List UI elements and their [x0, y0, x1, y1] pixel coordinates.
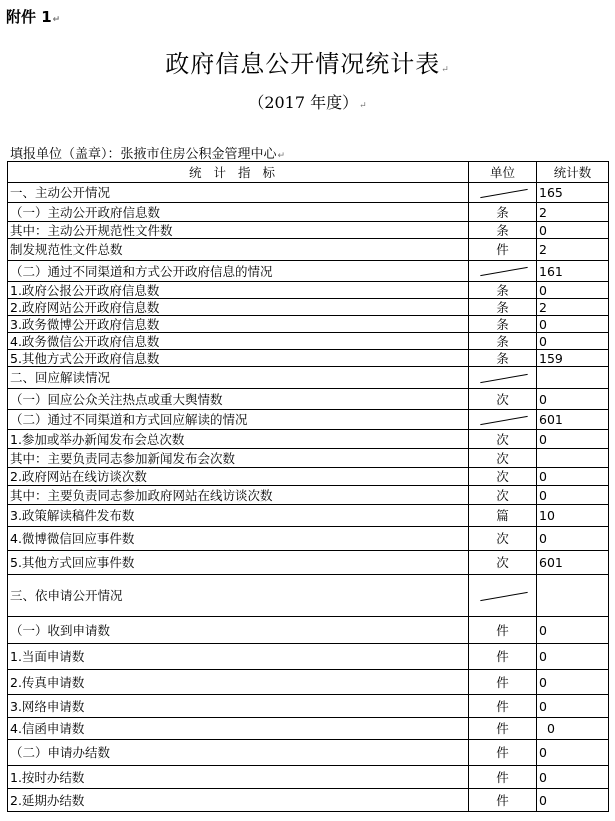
row-value: 0: [537, 670, 609, 695]
table-row: [8, 527, 609, 551]
row-value: 0: [537, 527, 609, 551]
row-unit: 次: [469, 449, 537, 468]
table-row: [8, 239, 609, 261]
row-label: 制发规范性文件总数: [8, 239, 469, 261]
document-title: 政府信息公开情况统计表↵: [165, 50, 450, 78]
table-row: [8, 222, 609, 239]
row-label: （一）主动公开政府信息数: [8, 203, 469, 222]
table-row: [8, 183, 609, 203]
report-year: （2017 年度）↵: [248, 93, 367, 112]
row-value: 0: [537, 718, 609, 740]
row-unit: 次: [469, 430, 537, 449]
row-label: 1.当面申请数: [8, 644, 469, 670]
table-row: [8, 389, 609, 410]
row-label: 其中：主要负责同志参加新闻发布会次数: [8, 449, 469, 468]
row-unit: 件: [469, 670, 537, 695]
header-count: 统计数: [537, 162, 609, 183]
row-label: 1.参加或举办新闻发布会总次数: [8, 430, 469, 449]
row-label: 二、回应解读情况: [8, 367, 469, 389]
table-row: [8, 367, 609, 389]
row-label: （一）收到申请数: [8, 617, 469, 644]
header-unit: 单位: [469, 162, 537, 183]
row-label: 其中：主要负责同志参加政府网站在线访谈次数: [8, 486, 469, 505]
row-value: 159: [537, 350, 609, 367]
row-value: [537, 449, 609, 468]
row-label: 2.政府网站在线访谈次数: [8, 468, 469, 486]
row-label: 3.网络申请数: [8, 695, 469, 718]
row-unit: 件: [469, 239, 537, 261]
statistics-table: [7, 161, 609, 812]
row-label: （二）通过不同渠道和方式公开政府信息的情况: [8, 261, 469, 282]
row-value: 0: [537, 766, 609, 789]
row-value: 161: [537, 261, 609, 282]
table-row: [8, 449, 609, 468]
row-unit: 条: [469, 316, 537, 333]
row-value: 0: [537, 789, 609, 812]
diagonal-cell: [469, 183, 537, 203]
row-label: 其中：主动公开规范性文件数: [8, 222, 469, 239]
row-unit: 条: [469, 222, 537, 239]
row-unit: 件: [469, 740, 537, 766]
row-value: 0: [537, 695, 609, 718]
table-row: [8, 695, 609, 718]
table-row: [8, 430, 609, 449]
row-value: 165: [537, 183, 609, 203]
row-value: [537, 575, 609, 617]
row-unit: 次: [469, 486, 537, 505]
row-label: 2.政府网站公开政府信息数: [8, 299, 469, 316]
row-unit: 件: [469, 617, 537, 644]
table-row: [8, 468, 609, 486]
row-unit: 件: [469, 644, 537, 670]
row-unit: 篇: [469, 505, 537, 527]
row-unit: 件: [469, 789, 537, 812]
table-row: [8, 670, 609, 695]
table-row: [8, 718, 609, 740]
row-label: 3.政策解读稿件发布数: [8, 505, 469, 527]
row-label: 4.微博微信回应事件数: [8, 527, 469, 551]
row-value: 0: [537, 644, 609, 670]
row-unit: 条: [469, 282, 537, 299]
table-row: [8, 740, 609, 766]
row-unit: 次: [469, 527, 537, 551]
row-label: 5.其他方式回应事件数: [8, 551, 469, 575]
row-label: 4.政务微信公开政府信息数: [8, 333, 469, 350]
table-row: [8, 333, 609, 350]
table-row: [8, 766, 609, 789]
row-value: 0: [537, 468, 609, 486]
row-label: 4.信函申请数: [8, 718, 469, 740]
table-row: [8, 575, 609, 617]
row-unit: 件: [469, 766, 537, 789]
row-unit: 条: [469, 350, 537, 367]
table-row: [8, 203, 609, 222]
row-value: 2: [537, 239, 609, 261]
row-label: 三、依申请公开情况: [8, 575, 469, 617]
row-value: 0: [537, 333, 609, 350]
diagonal-cell: [469, 410, 537, 430]
table-row: [8, 410, 609, 430]
row-unit: 件: [469, 695, 537, 718]
row-value: 0: [537, 316, 609, 333]
table-header-row: [8, 162, 609, 183]
row-label: （二）通过不同渠道和方式回应解读的情况: [8, 410, 469, 430]
row-label: （二）申请办结数: [8, 740, 469, 766]
diagonal-cell: [469, 367, 537, 389]
table-row: [8, 299, 609, 316]
diagonal-cell: [469, 261, 537, 282]
header-item: 统计指标: [8, 162, 469, 183]
table-row: [8, 261, 609, 282]
table-row: [8, 617, 609, 644]
row-label: 1.政府公报公开政府信息数: [8, 282, 469, 299]
row-value: 601: [537, 551, 609, 575]
row-value: 0: [537, 430, 609, 449]
row-label: 5.其他方式公开政府信息数: [8, 350, 469, 367]
row-value: [537, 367, 609, 389]
row-value: 2: [537, 299, 609, 316]
row-value: 0: [537, 617, 609, 644]
table-row: [8, 282, 609, 299]
row-unit: 件: [469, 718, 537, 740]
row-value: 0: [537, 740, 609, 766]
row-value: 2: [537, 203, 609, 222]
row-label: 3.政务微博公开政府信息数: [8, 316, 469, 333]
row-value: 0: [537, 486, 609, 505]
table-row: [8, 789, 609, 812]
table-row: [8, 505, 609, 527]
row-label: （一）回应公众关注热点或重大舆情数: [8, 389, 469, 410]
row-label: 1.按时办结数: [8, 766, 469, 789]
row-value: 0: [537, 222, 609, 239]
row-value: 601: [537, 410, 609, 430]
row-label: 2.传真申请数: [8, 670, 469, 695]
row-label: 2.延期办结数: [8, 789, 469, 812]
table-row: [8, 350, 609, 367]
row-value: 0: [537, 389, 609, 410]
row-unit: 条: [469, 299, 537, 316]
row-unit: 次: [469, 389, 537, 410]
table-row: [8, 486, 609, 505]
reporting-unit: 填报单位（盖章）：张掖市住房公积金管理中心↵: [10, 147, 286, 162]
row-unit: 条: [469, 333, 537, 350]
row-unit: 次: [469, 551, 537, 575]
row-unit: 条: [469, 203, 537, 222]
table-row: [8, 316, 609, 333]
row-unit: 次: [469, 468, 537, 486]
row-value: 10: [537, 505, 609, 527]
row-value: 0: [537, 282, 609, 299]
row-label: 一、主动公开情况: [8, 183, 469, 203]
diagonal-cell: [469, 575, 537, 617]
attachment-label: 附件 1↵: [6, 8, 61, 26]
table-row: [8, 551, 609, 575]
table-row: [8, 644, 609, 670]
